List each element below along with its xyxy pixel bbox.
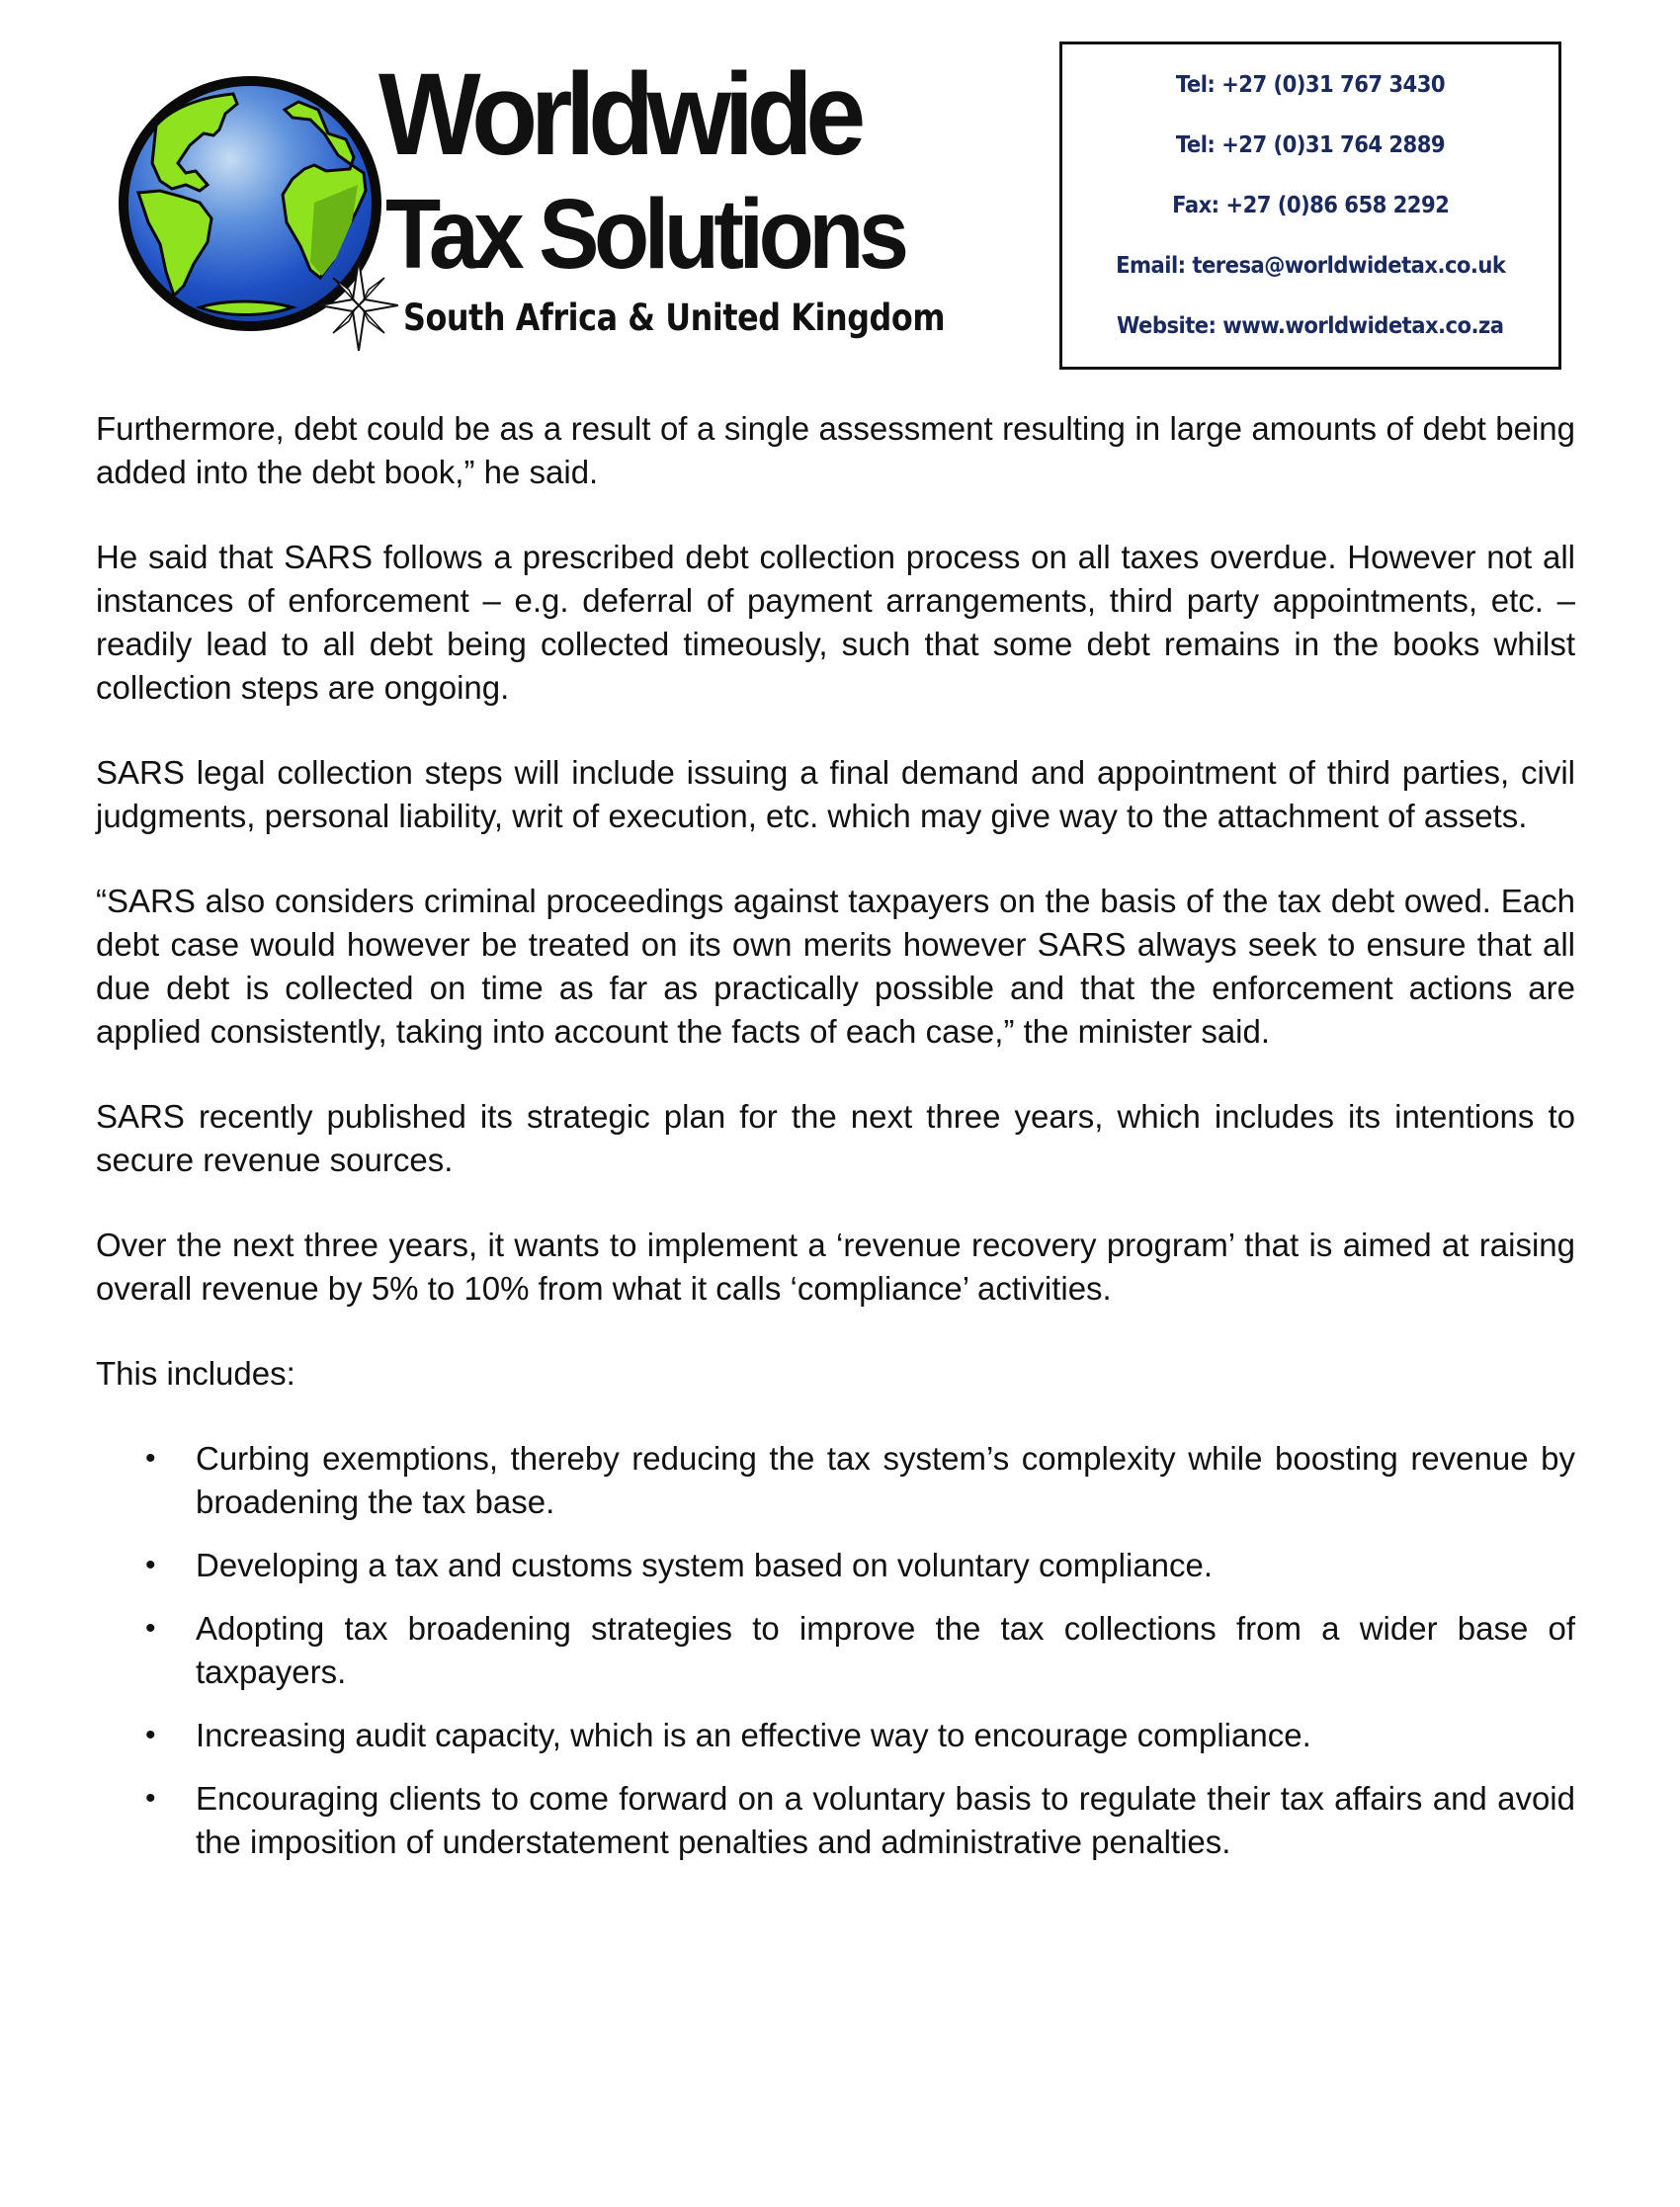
list-item [96,1437,1575,1524]
paragraph: Over the next three years, it wants to implement a ‘revenue recovery program’ that is aimed at raising overall revenue by 5% to 10% from what it calls ‘compliance’ activities. [96,1227,1575,1307]
paragraph: “SARS also considers criminal proceedings against taxpayers on the basis of the tax debt owed. Each debt case would however be treated on its own merits however SARS always seek to ensure that all due debt is collected on time as far as practically possible and that the enforcement actions are applied consistently, taking into account the facts of each case,” the minister said. [96,883,1575,1050]
list-intro: This includes: [96,1355,295,1392]
list-item-text: Curbing exemptions, thereby reducing the tax system’s complexity while boosting revenue by broadening the tax base. [196,1440,1575,1520]
contact-fax: Fax: +27 (0)86 658 2292 [1171,192,1450,218]
list-item-text: Developing a tax and customs system based on voluntary compliance. [196,1547,1214,1583]
bullet-icon: • [145,1442,156,1475]
list-item [96,1607,1575,1694]
logo-tagline: South Africa & United Kingdom [403,297,946,339]
bullet-icon: • [145,1782,156,1815]
paragraph: SARS recently published its strategic plan for the next three years, which includes its intentions to secure revenue sources. [96,1098,1575,1178]
list-item-text: Encouraging clients to come forward on a voluntary basis to regulate their tax affairs and avoid the imposition of understatement penalties and administrative penalties. [196,1780,1575,1860]
logo-wordmark-tax-solutions: Tax Solutions [385,179,904,290]
paragraph: Furthermore, debt could be as a result of a single assessment resulting in large amounts of debt being added into the debt book,” he said. [96,410,1575,490]
list-item-text: Increasing audit capacity, which is an effective way to encourage compliance. [196,1717,1311,1753]
article-body [96,407,1575,1884]
contact-website-link[interactable]: Website: www.worldwidetax.co.za [1117,313,1504,340]
contact-tel-1: Tel: +27 (0)31 767 3430 [1175,71,1446,98]
contact-info-box [1059,42,1561,370]
list-item-text: Adopting tax broadening strategies to improve the tax collections from a wider base of taxpayers. [196,1610,1575,1690]
bullet-icon: • [145,1549,156,1581]
bullet-list [96,1437,1575,1864]
contact-email-link[interactable]: Email: teresa@worldwidetax.co.uk [1115,253,1506,280]
paragraph: SARS legal collection steps will include issuing a final demand and appointment of third parties, civil judgments, personal liability, writ of execution, etc. which may give way to the attachment of assets. [96,754,1575,834]
list-item [96,1544,1575,1587]
logo-wordmark-worldwide: Worldwide [378,49,859,180]
bullet-icon: • [145,1719,156,1751]
paragraph: He said that SARS follows a prescribed debt collection process on all taxes overdue. However not all instances of enforcement – e.g. deferral of payment arrangements, third party appointments, etc. – readily lead to all debt being collected timeously, such that some debt remains in the books whilst collection steps are ongoing. [96,539,1575,706]
company-logo [114,49,1023,361]
contact-tel-2: Tel: +27 (0)31 764 2889 [1175,131,1446,158]
bullet-icon: • [145,1612,156,1645]
list-item [96,1714,1575,1757]
list-item [96,1777,1575,1864]
